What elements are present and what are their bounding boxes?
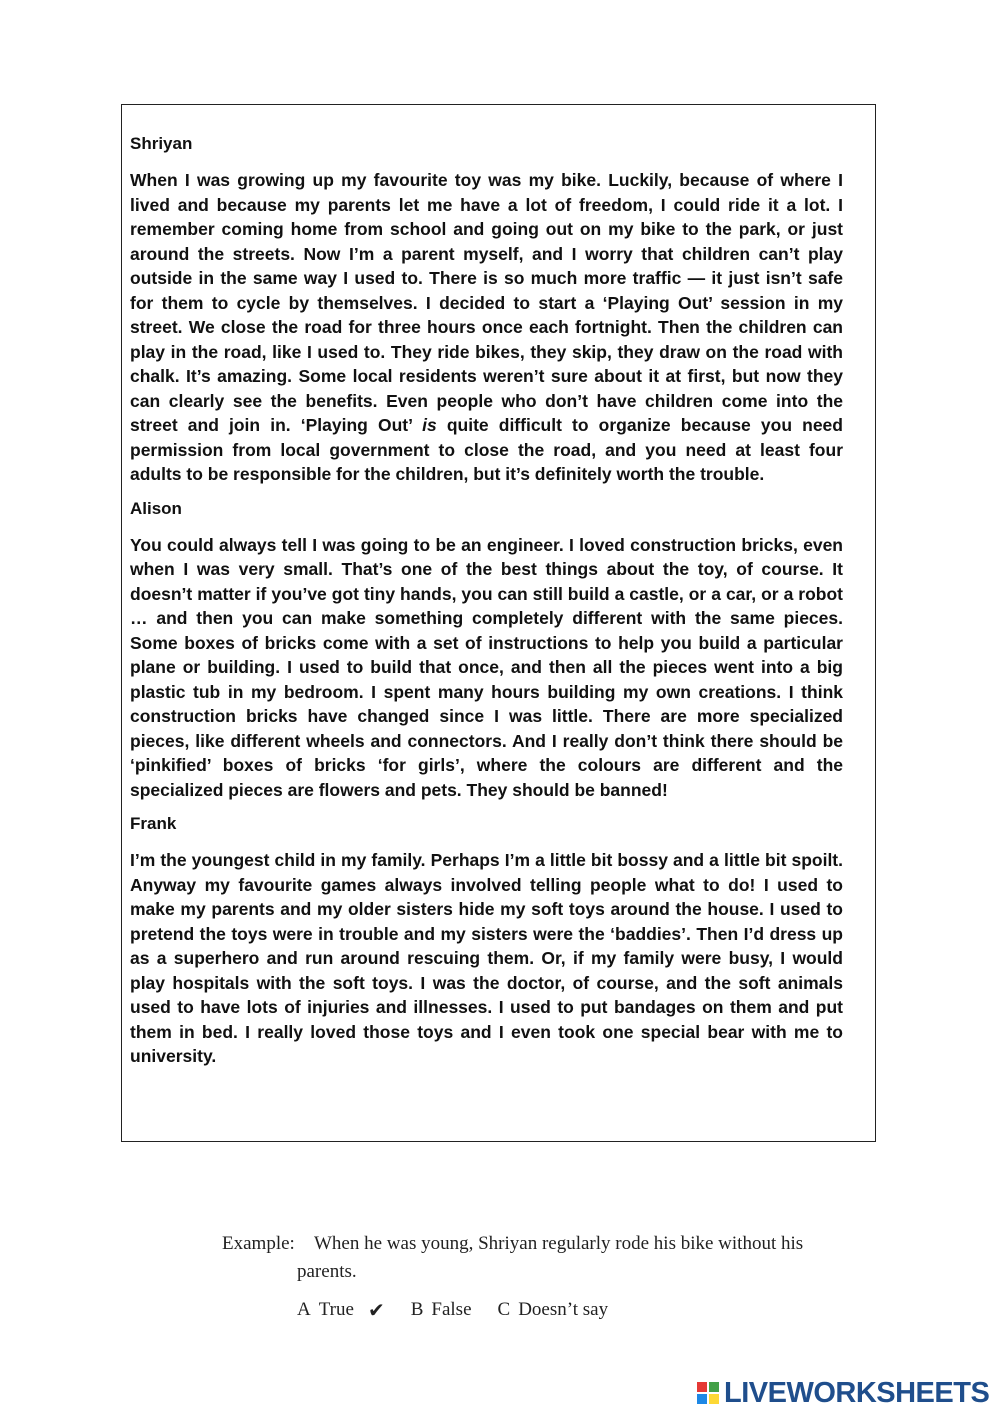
option-a[interactable] (297, 1298, 385, 1322)
reading-passage-box (121, 104, 876, 1142)
option-text: False (431, 1299, 472, 1320)
example-label: Example: (222, 1233, 295, 1254)
passage-text: You could always tell I was going to be an engineer. I loved construction bricks, even when I was very small. That’s one of the best things about the toy, of course. It doesn’t matter if you’ve got tiny hands, you can still build a castle, or a car, or a robot … and then you can make something completely different with the same pieces. Some boxes of bricks come with a set of instructions to help you build a particular plane or building. I used to build that once, and then all the pieces went into a big plastic tub in my bedroom. I spent many hours building my own creations. I think construction bricks have changed since I was little. There are more specialized pieces, like different wheels and connectors. And I really don’t think there should be ‘pinkified’ boxes of bricks ‘for girls’, where the colours are different and the specialized pieces are flowers and pets. They should be banned! (130, 534, 843, 800)
option-letter: B (410, 1299, 424, 1320)
option-c[interactable] (498, 1299, 609, 1321)
speaker-name: Alison (130, 498, 182, 518)
passage-text (130, 168, 843, 487)
option-b[interactable] (411, 1299, 472, 1321)
passage-italic-word: is (422, 415, 437, 435)
liveworksheets-logo (697, 1378, 989, 1408)
question-text-line1: When he was young, Shriyan regularly rode his bike without his (314, 1233, 804, 1254)
question-text-line2: parents. (297, 1261, 357, 1282)
speaker-name: Frank (130, 814, 177, 833)
logo-mark-icon (697, 1380, 721, 1406)
option-text: Doesn’t say (518, 1299, 609, 1320)
passage-text-part: quite difficult to organize because you need permission from local government to close the road, and you need at least four adults to be responsible for the children, but it’s definitely worth the trouble. (130, 415, 843, 484)
passage-text-part: When I was growing up my favourite toy was my bike. Luckily, because of where I lived and because my parents let me have a lot of freedom, I could ride it a lot. I remember coming home from school and going out on my bike to the park, or just around the streets. Now I’m a parent myself, and I worry that children can’t play outside in the same way I used to. There is so much more traffic — it just isn’t safe for them to cycle by themselves. I decided to start a ‘Playing Out’ session in my street. We close the road for three hours once each fortnight. Then the children can play in the road, like I used to. They ride bikes, they skip, they draw on the road with chalk. It’s amazing. Some local residents weren’t sure about it at first, but now they can clearly see the benefits. Even people who don’t have children come into the street and join in. ‘Playing Out’ (130, 170, 843, 435)
example-question (222, 1230, 862, 1322)
option-letter: C (497, 1299, 511, 1320)
passage-text: I’m the youngest child in my family. Perhaps I’m a little bit bossy and a little bit spoilt. Anyway my favourite games always involved telling people what to do! I used to make my parents and my older sisters hide my soft toys around the house. I used to pretend the toys were in trouble and my sisters were the ‘baddies’. Then I’d dress up as a superhero and run around rescuing them. Or, if my family were busy, I would play hospitals with the soft toys. I was the doctor, of course, and the soft animals used to have lots of injuries and illnesses. I used to put bandages on them and put them in bed. I really loved those toys and I even took one special bear with me to university. (130, 850, 843, 1066)
check-mark-icon: ✔ (367, 1298, 385, 1322)
speaker-name: Shriyan (130, 134, 193, 153)
logo-text: LIVEWORKSHEETS (724, 1377, 990, 1409)
passage-shriyan (130, 132, 843, 487)
passage-alison (130, 497, 843, 803)
passage-frank (130, 812, 843, 1069)
answer-options (222, 1298, 862, 1322)
option-letter: A (297, 1299, 311, 1320)
option-text: True (318, 1299, 354, 1320)
